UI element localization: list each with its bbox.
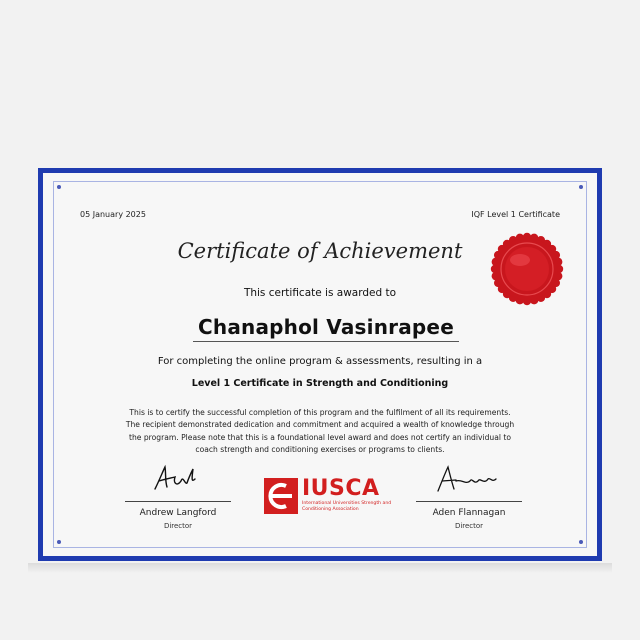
signatory-role-right: Director [454,522,484,530]
signatory-role-left: Director [163,522,193,530]
recipient-name-line [193,315,459,342]
corner-dot-bottom-left [57,540,61,544]
certification-statement: This is to certify the successful completion of this program and the fulfilment of all its requirements. The recipient demonstrated dedication and commitment and acquired a wealth of knowledge through the program. Please note that this is a foundational level award and does not certify an individual to coach strength and conditioning exercises or programs to clients. [125,408,515,455]
signatory-name-left: Andrew Langford [139,508,217,518]
corner-dot-top-right [579,185,583,189]
signature-line-right [416,501,522,502]
iusca-logo-text: IUSCA [302,476,380,501]
corner-dot-top-left [57,185,61,189]
signature-block-right [416,461,522,530]
awarded-to-text: This certificate is awarded to [243,287,397,299]
certificate [38,168,602,561]
iusca-logo-mark-icon [264,478,298,514]
signatory-name-right: Aden Flannagan [432,508,506,518]
recipient-name: Chanaphol Vasinrapee [198,315,454,339]
certificate-shadow [28,563,612,573]
corner-dot-bottom-right [579,540,583,544]
iusca-logo-subtitle: International Universities Strength and Conditioning Association [302,501,392,512]
signature-right-icon [416,461,522,497]
signature-left-icon [125,461,231,497]
signature-block-left [125,461,231,530]
program-name: Level 1 Certificate in Strength and Conditioning [191,378,449,389]
completion-text: For completing the online program & assessments, resulting in a [157,356,483,367]
signature-line-left [125,501,231,502]
certificate-level-tag: IQF Level 1 Certificate [471,210,560,219]
iusca-logo [260,474,390,518]
certificate-title: Certificate of Achievement [177,239,463,263]
certificate-date: 05 January 2025 [80,210,146,219]
